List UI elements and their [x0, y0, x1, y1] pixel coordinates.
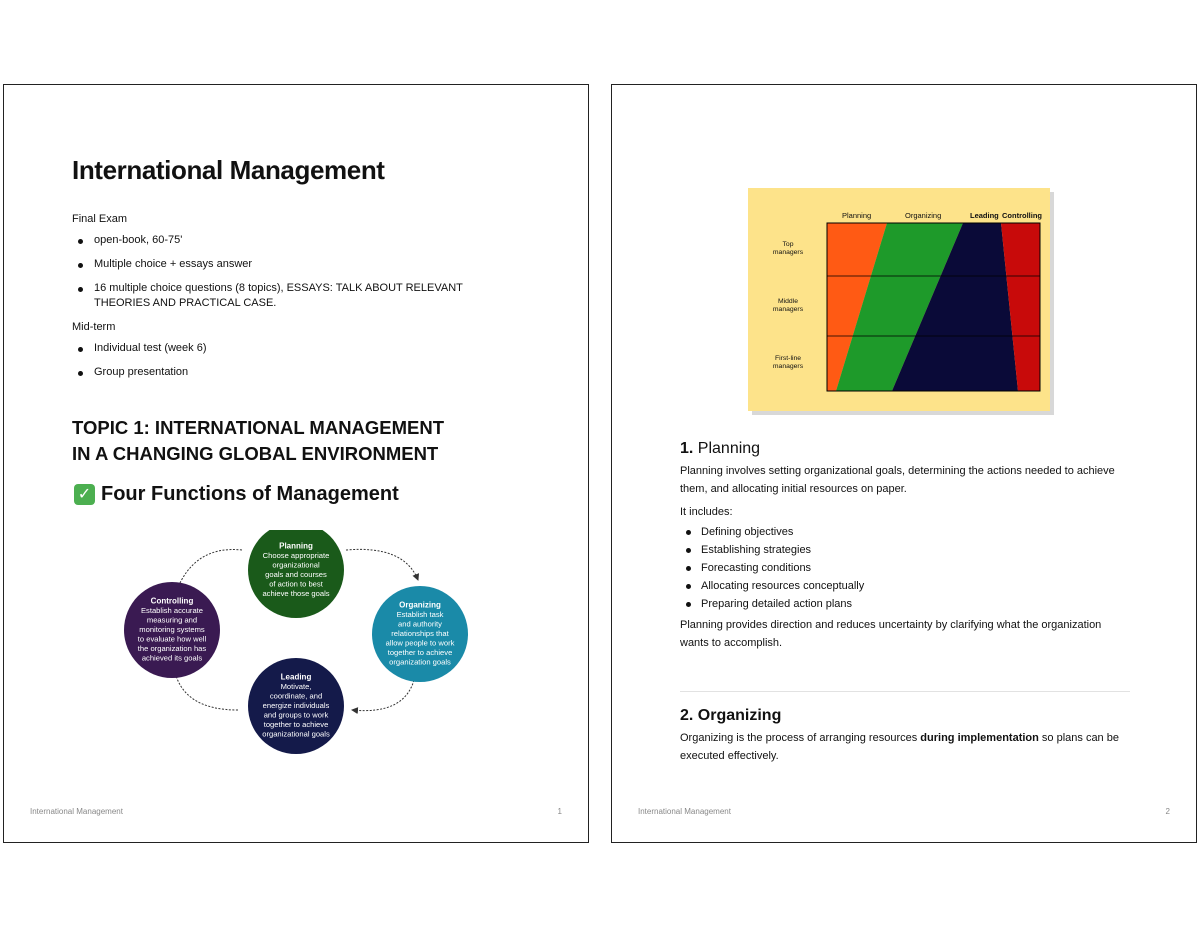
list-item: Defining objectives — [680, 526, 1130, 538]
final-exam-label: Final Exam — [72, 213, 128, 225]
midterm-list — [72, 341, 512, 380]
leading-circle-line: Motivate, — [280, 682, 312, 691]
planning-description: Planning involves setting organizational goals, determining the actions needed to achieve them, and allocating initial resources on paper. — [680, 465, 1115, 495]
management-functions-cycle-diagram — [114, 530, 474, 755]
page-number: 2 — [1165, 807, 1170, 816]
planning-circle-line: organizational — [272, 560, 320, 570]
leading-circle-line: coordinate, and — [269, 691, 323, 701]
final-exam-list — [72, 233, 512, 311]
four-functions-heading — [72, 483, 399, 506]
list-item: open-book, 60-75' — [72, 233, 512, 248]
planning-circle-line: achieve those goals — [262, 588, 330, 598]
planning-includes-label: It includes: — [680, 506, 733, 518]
chart-row-label: managers — [772, 249, 804, 256]
organizing-circle-line: together to achieve — [387, 648, 453, 657]
controlling-circle — [124, 582, 220, 678]
footer-title: International Management — [638, 807, 731, 816]
organizing-heading: 2. Organizing — [680, 707, 782, 724]
organizing-desc-part: Organizing is the process of arranging resources — [680, 732, 921, 744]
organizing-circle — [372, 586, 468, 682]
leading-circle-line: organizational goals — [262, 729, 330, 739]
section-divider — [680, 691, 1130, 692]
organizing-circle-line: allow people to work — [385, 638, 455, 648]
leading-circle-line: energize individuals — [262, 701, 330, 710]
document-title: International Management — [72, 155, 385, 185]
organizing-section — [680, 707, 1130, 770]
footer-title: International Management — [30, 807, 123, 816]
list-item: 16 multiple choice questions (8 topics), ESSAYS: TALK ABOUT RELEVANT THEORIES AND PRACTICAL CASE. — [72, 281, 512, 311]
chart-header-controlling: Controlling — [1002, 211, 1042, 220]
controlling-circle-line: measuring and — [146, 615, 198, 625]
controlling-circle-title: Controlling — [150, 596, 194, 606]
planning-heading-number: 1. — [680, 440, 694, 457]
list-item: Preparing detailed action plans — [680, 598, 1130, 610]
chart-header-leading: Leading — [970, 211, 999, 220]
chart-row-label: Top — [782, 241, 794, 248]
list-item: Group presentation — [72, 365, 512, 380]
midterm-label: Mid-term — [72, 321, 116, 333]
organizing-circle-line: Establish task — [396, 610, 444, 619]
page-footer — [30, 807, 562, 816]
planning-heading — [680, 440, 1130, 458]
planning-circle-text — [262, 551, 329, 598]
controlling-circle-line: achieved its goals — [141, 653, 203, 663]
planning-section — [680, 440, 1130, 657]
leading-circle — [248, 658, 344, 754]
list-item: Multiple choice + essays answer — [72, 257, 512, 272]
chart-header-planning: Planning — [842, 211, 872, 220]
list-item: Establishing strategies — [680, 544, 1130, 556]
chart-row-label: Middle — [777, 298, 799, 305]
planning-circle-title: Planning — [279, 541, 313, 551]
chart-row-label: managers — [772, 363, 804, 370]
leading-circle-title: Leading — [280, 672, 312, 682]
controlling-circle-line: to evaluate how well — [137, 634, 207, 644]
list-item: Allocating resources conceptually — [680, 580, 1130, 592]
planning-circle-line: of action to best — [269, 579, 323, 589]
page-number: 1 — [557, 807, 562, 816]
topic-line-1: TOPIC 1: INTERNATIONAL MANAGEMENT — [72, 417, 445, 438]
document-page-2 — [611, 84, 1197, 843]
management-levels-chart — [748, 188, 1054, 415]
leading-circle-line: and groups to work — [263, 710, 329, 720]
leading-circle-line: together to achieve — [263, 720, 329, 729]
organizing-desc-bold: during implementation — [920, 732, 1039, 744]
topic-line-2: IN A CHANGING GLOBAL ENVIRONMENT — [72, 443, 439, 464]
planning-list — [680, 526, 1130, 610]
planning-circle-line: Choose appropriate — [262, 550, 330, 560]
planning-circle — [248, 530, 344, 618]
check-mark-icon: ✓ — [74, 484, 95, 505]
controlling-circle-line: Establish accurate — [140, 606, 204, 615]
list-item: Forecasting conditions — [680, 562, 1130, 574]
controlling-circle-text — [138, 606, 207, 663]
organizing-circle-title: Organizing — [399, 600, 441, 610]
organizing-circle-line: relationships that — [391, 629, 449, 638]
controlling-circle-line: monitoring systems — [139, 625, 205, 634]
chart-header-organizing: Organizing — [905, 211, 942, 220]
document-page-1 — [3, 84, 589, 843]
four-functions-label: Four Functions of Management — [101, 483, 399, 505]
organizing-description — [680, 729, 1130, 765]
cycle-arrow — [352, 680, 414, 711]
cycle-arrow — [346, 549, 418, 580]
organizing-circle-line: organization goals — [389, 657, 451, 667]
organizing-circle-line: and authority — [398, 619, 442, 629]
chart-row-label: managers — [772, 306, 804, 313]
chart-row-label: First-line — [774, 355, 802, 362]
exam-info — [72, 212, 512, 389]
controlling-circle-line: the organization has — [137, 644, 207, 653]
planning-heading-text: Planning — [697, 440, 761, 457]
planning-circle-line: goals and courses — [265, 569, 327, 579]
page-footer — [638, 807, 1170, 816]
planning-summary: Planning provides direction and reduces uncertainty by clarifying what the organization wants to accomplish. — [680, 619, 1102, 649]
topic-heading — [72, 415, 532, 467]
list-item: Individual test (week 6) — [72, 341, 512, 356]
organizing-desc-part: so plans can be executed effectively. — [680, 732, 1119, 762]
